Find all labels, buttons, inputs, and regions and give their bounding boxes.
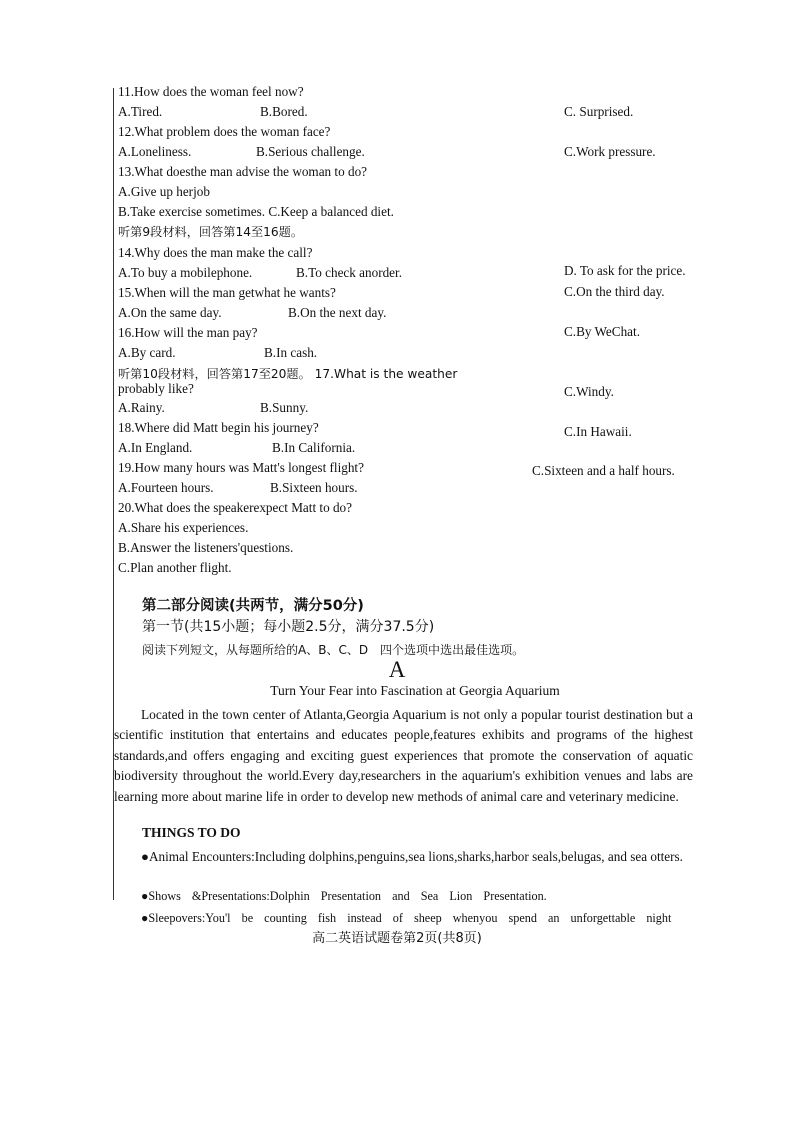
q20-stem: 20.What does the speakerexpect Matt to do?: [118, 500, 352, 515]
q12-option-b: B.Serious challenge.: [256, 144, 365, 159]
article-paragraph: Located in the town center of Atlanta,Georgia Aquarium is not only a popular tourist destination but a scientific institution that entertains and educates people,features exhibits and programs of the highest standards,and offers engaging and exciting guest experiences that promote the conservation of aquatic biodiversity throughout the world.Every day,researchers in the aquarium's exhibition venues and labs are learning more about marine life in order to develop new methods of animal care and veterinary medicine.: [114, 707, 693, 804]
q14-option-a: A.To buy a mobilephone.: [118, 265, 253, 280]
q11-option-a: A.Tired.: [118, 104, 163, 119]
things-to-do-heading: THINGS TO DO: [142, 825, 241, 840]
q20-option-a: A.Share his experiences.: [118, 520, 249, 535]
q20-option-c: C.Plan another flight.: [118, 560, 232, 575]
q20-option-b: B.Answer the listeners'questions.: [118, 540, 294, 555]
q19-option-b: B.Sixteen hours.: [270, 480, 358, 495]
q13-option-a: A.Give up herjob: [118, 184, 210, 199]
section-10-instruction: 听第10段材料，回答第17至20题。 17.What is the weather: [118, 367, 458, 381]
q17-option-a: A.Rainy.: [118, 400, 165, 415]
q13-option-b-c: B.Take exercise sometimes. C.Keep a balanced diet.: [118, 204, 394, 219]
q17-option-c: C.Windy.: [564, 384, 614, 399]
q19-option-a: A.Fourteen hours.: [118, 480, 214, 495]
part-two-title: 第二部分阅读(共两节，满分50分): [142, 598, 364, 614]
q18-option-a: A.In England.: [118, 440, 193, 455]
page-footer: 高二英语试题卷第2页(共8页): [312, 931, 482, 946]
q18-option-b: B.In California.: [272, 440, 356, 455]
q14-option-c: D. To ask for the price.: [564, 263, 686, 278]
q16-option-c: C.By WeChat.: [564, 324, 640, 339]
bullet-shows-presentations: ●Shows &Presentations:Dolphin Presentation and Sea Lion Presentation.: [141, 889, 547, 903]
q16-option-b: B.In cash.: [264, 345, 318, 360]
article-title: Turn Your Fear into Fascination at Georgia Aquarium: [270, 683, 560, 698]
q14-option-b: B.To check anorder.: [296, 265, 403, 280]
q16-stem: 16.How will the man pay?: [118, 325, 258, 340]
q11-option-c: C. Surprised.: [564, 104, 634, 119]
q15-option-c: C.On the third day.: [564, 284, 665, 299]
q15-stem: 15.When will the man getwhat he wants?: [118, 285, 336, 300]
bullet-sleepovers: ●Sleepovers:You'l be counting fish instead of sheep whenyou spend an unforgettable night: [141, 911, 672, 925]
q17-stem-continued: probably like?: [118, 381, 194, 396]
bullet-animal-encounters: ●Animal Encounters:Including dolphins,penguins,sea lions,sharks,harbor seals,belugas, and sea otters.: [141, 849, 683, 864]
q16-option-a: A.By card.: [118, 345, 176, 360]
q12-option-a: A.Loneliness.: [118, 144, 192, 159]
q15-option-a: A.On the same day.: [118, 305, 222, 320]
q19-option-c: C.Sixteen and a half hours.: [532, 463, 675, 478]
q15-option-b: B.On the next day.: [288, 305, 387, 320]
q12-option-c: C.Work pressure.: [564, 144, 656, 159]
section-one-title: 第一节(共15小题；每小题2.5分，满分37.5分): [142, 619, 435, 635]
passage-letter: A: [388, 657, 406, 682]
q13-stem: 13.What doesthe man advise the woman to do?: [118, 164, 368, 179]
q17-option-b: B.Sunny.: [260, 400, 309, 415]
q19-stem: 19.How many hours was Matt's longest flight?: [118, 460, 364, 475]
q12-stem: 12.What problem does the woman face?: [118, 124, 331, 139]
section-9-instruction: 听第9段材料，回答第14至16题。: [118, 225, 304, 239]
q18-option-c: C.In Hawaii.: [564, 424, 632, 439]
q18-stem: 18.Where did Matt begin his journey?: [118, 420, 319, 435]
q14-stem: 14.Why does the man make the call?: [118, 245, 313, 260]
q11-option-b: B.Bored.: [260, 104, 308, 119]
reading-instruction: 阅读下列短文，从每题所给的A、B、C、D 四个选项中选出最佳选项。: [142, 643, 525, 657]
q11-stem: 11.How does the woman feel now?: [118, 84, 304, 99]
